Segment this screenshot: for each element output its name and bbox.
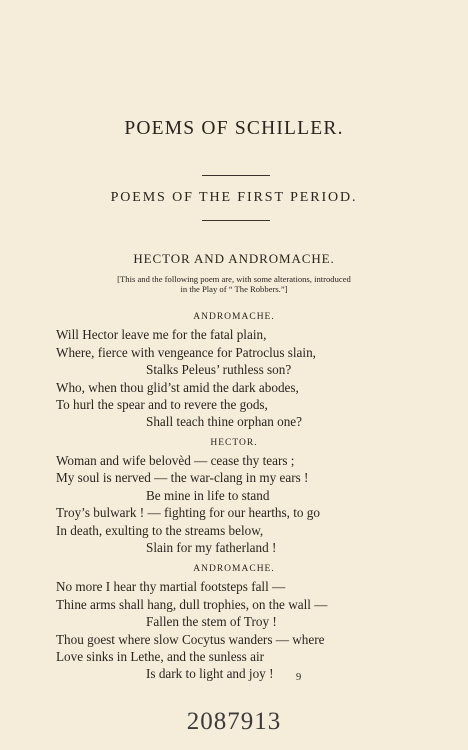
verse-line: No more I hear thy martial footsteps fall — <box>56 579 286 594</box>
verse-line: Love sinks in Lethe, and the sunless air <box>56 649 265 664</box>
note-line-1: [This and the following poem are, with some alterations, introduced <box>117 274 351 284</box>
verse-line: Will Hector leave me for the fatal plain, <box>56 327 267 342</box>
verse-line: Thou goest where slow Cocytus wanders — where <box>56 632 325 647</box>
verse-line: Where, fierce with vengeance for Patroclus slain, <box>56 345 316 360</box>
verse-line: Who, when thou glid’st amid the dark abodes, <box>56 380 299 395</box>
page-number: 9 <box>296 672 302 683</box>
book-title: POEMS OF SCHILLER. <box>124 118 344 139</box>
poem-title: HECTOR AND ANDROMACHE. <box>133 251 335 266</box>
divider-rule-bottom <box>202 220 270 221</box>
divider-rule-top <box>202 175 270 176</box>
verse-line: Slain for my fatherland ! <box>146 540 277 555</box>
verse-line: My soul is nerved — the war-clang in my ears ! <box>56 470 309 485</box>
verse-line: Shall teach thine orphan one? <box>146 414 302 429</box>
verse-line: In death, exulting to the streams below, <box>56 523 264 538</box>
verse-line: Is dark to light and joy ! <box>146 666 274 681</box>
editorial-note <box>58 274 410 294</box>
note-line-2: in the Play of “ The Robbers.”] <box>180 284 288 294</box>
verse-line: To hurl the spear and to revere the gods, <box>56 397 268 412</box>
verse-line: Stalks Peleus’ ruthless son? <box>146 362 292 377</box>
verse-line: Thine arms shall hang, dull trophies, on the wall — <box>56 597 328 612</box>
speaker-label: ANDROMACHE. <box>193 312 275 322</box>
catalog-stamp: 2087913 <box>186 708 282 735</box>
verse-line: Fallen the stem of Troy ! <box>146 614 277 629</box>
speaker-label: HECTOR. <box>210 438 258 448</box>
verse-line: Troy’s bulwark ! — fighting for our hearths, to go <box>56 505 320 520</box>
verse-line: Be mine in life to stand <box>146 488 270 503</box>
speaker-label: ANDROMACHE. <box>193 564 275 574</box>
section-title: POEMS OF THE FIRST PERIOD. <box>110 190 358 205</box>
verse-line: Woman and wife belovèd — cease thy tears ; <box>56 453 295 468</box>
